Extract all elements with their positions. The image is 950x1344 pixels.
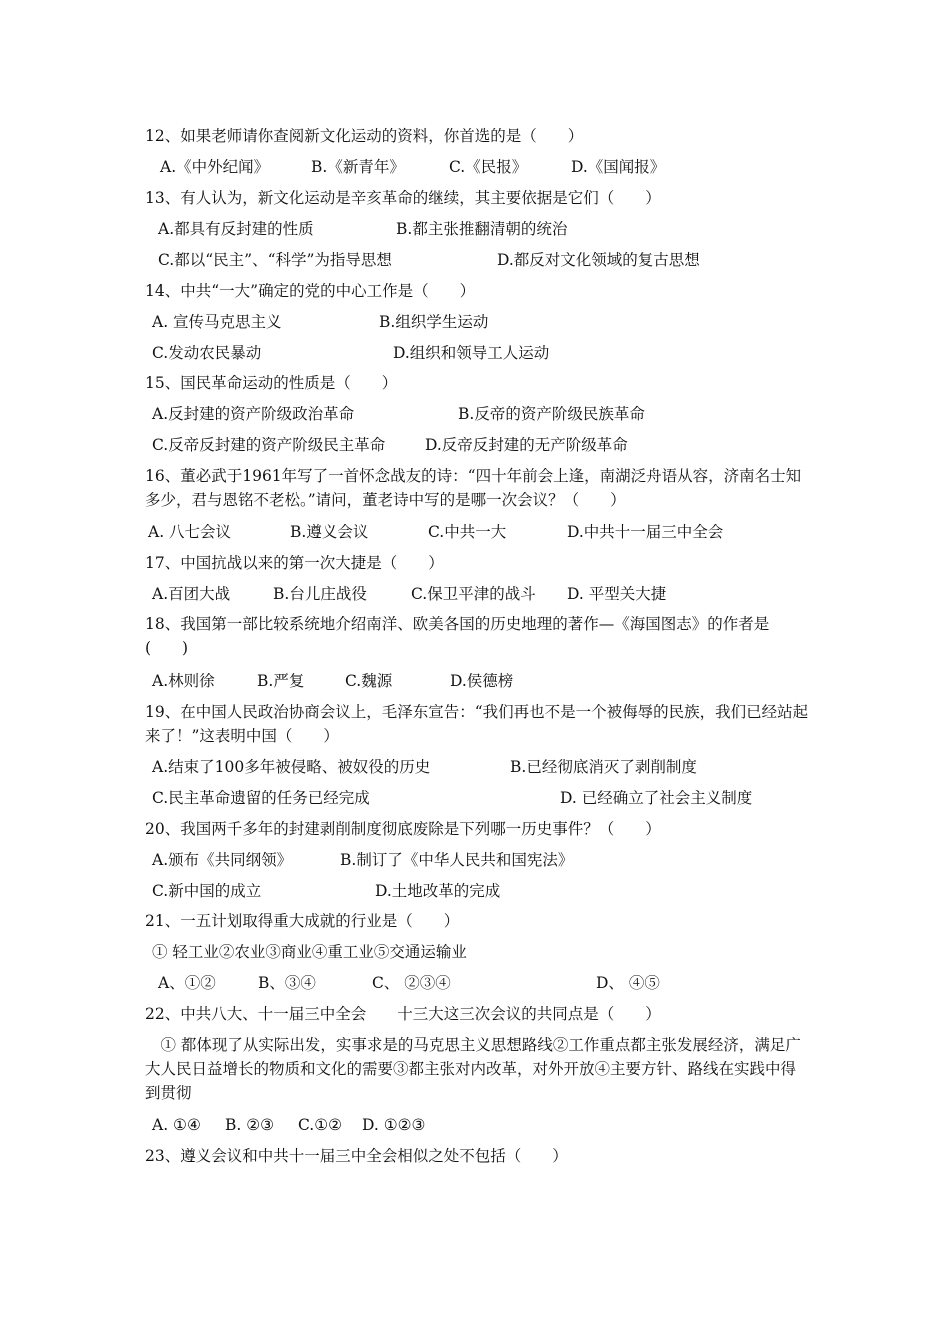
question-17-stem: 17、中国抗战以来的第一次大捷是（ ） <box>145 554 444 572</box>
question-14-option-a: A. 宣传马克思主义 <box>152 313 282 331</box>
question-18-option-b: B.严复 <box>257 672 305 690</box>
question-15-stem: 15、国民革命运动的性质是（ ） <box>145 374 398 392</box>
question-20-option-b: B.制订了《中华人民共和国宪法》 <box>340 851 574 869</box>
question-12-option-c: C.《民报》 <box>449 158 528 176</box>
question-12-option-a: A.《中外纪闻》 <box>160 158 270 176</box>
question-23-stem: 23、遵义会议和中共十一届三中全会相似之处不包括（ ） <box>145 1147 568 1165</box>
question-16-option-d: D.中共十一届三中全会 <box>567 523 724 541</box>
question-14-stem: 14、中共“一大”确定的党的中心工作是（ ） <box>145 282 476 300</box>
question-18-stem: 18、我国第一部比较系统地介绍南洋、欧美各国的历史地理的著作—《海国图志》的作者是( ) <box>145 615 770 657</box>
question-13-option-a: A.都具有反封建的性质 <box>158 220 314 238</box>
question-14-option-c: C.发动农民暴动 <box>152 344 262 362</box>
question-19-option-d: D. 已经确立了社会主义制度 <box>560 789 753 807</box>
question-12-option-b: B.《新青年》 <box>311 158 405 176</box>
question-15-option-c: C.反帝反封建的资产阶级民主革命 <box>152 436 386 454</box>
question-20-stem: 20、我国两千多年的封建剥削制度彻底废除是下列哪一历史事件？（ ） <box>145 820 661 838</box>
question-17-option-a: A.百团大战 <box>152 585 231 603</box>
question-20-option-d: D.土地改革的完成 <box>375 882 501 900</box>
question-17-option-c: C.保卫平津的战斗 <box>411 585 536 603</box>
question-12-stem: 12、如果老师请你查阅新文化运动的资料，你首选的是（ ） <box>145 127 584 145</box>
question-21-option-a: A、①② <box>158 974 216 992</box>
question-22-stem: 22、中共八大、十一届三中全会 十三大这三次会议的共同点是（ ） <box>145 1005 661 1023</box>
question-13-option-c: C.都以“民主”、“科学”为指导思想 <box>158 251 392 269</box>
question-16-option-c: C.中共一大 <box>428 523 507 541</box>
question-17-option-d: D. 平型关大捷 <box>567 585 667 603</box>
question-14-option-d: D.组织和领导工人运动 <box>393 344 550 362</box>
question-16-option-a: A. 八七会议 <box>148 523 232 541</box>
question-15-option-b: B.反帝的资产阶级民族革命 <box>458 405 645 423</box>
question-22-option-a: A. ①④ <box>152 1116 201 1134</box>
question-16-stem: 16、董必武于1961年写了一首怀念战友的诗：“四十年前会上逢，南湖泛舟语从容，济南名士知多少，君与恩铭不老松。”请问，董老诗中写的是哪一次会议？（ ） <box>145 467 802 509</box>
question-21-option-d: D、 ④⑤ <box>596 974 660 992</box>
question-15-option-d: D.反帝反封建的无产阶级革命 <box>425 436 628 454</box>
question-22-option-d: D. ①②③ <box>362 1116 426 1134</box>
question-19-stem: 19、在中国人民政治协商会议上，毛泽东宣告：“我们再也不是一个被侮辱的民族，我们已经站起来了！”这表明中国（ ） <box>145 703 809 745</box>
question-22-statements: ① 都体现了从实际出发，实事求是的马克思主义思想路线②工作重点都主张发展经济，满足广大人民日益增长的物质和文化的需要③都主张对内改革，对外开放④主要方针、路线在实践中得到贯彻 <box>145 1036 801 1102</box>
question-22-option-b: B. ②③ <box>225 1116 275 1134</box>
question-19-option-a: A.结束了100多年被侵略、被奴役的历史 <box>152 758 431 776</box>
question-21-stem: 21、一五计划取得重大成就的行业是（ ） <box>145 912 460 930</box>
question-19-option-c: C.民主革命遗留的任务已经完成 <box>152 789 370 807</box>
question-21-option-b: B、③④ <box>258 974 316 992</box>
question-18-option-d: D.侯德榜 <box>450 672 514 690</box>
question-14-option-b: B.组织学生运动 <box>379 313 489 331</box>
question-18-option-a: A.林则徐 <box>152 672 215 690</box>
question-18-option-c: C.魏源 <box>345 672 393 690</box>
question-21-option-c: C、 ②③④ <box>372 974 451 992</box>
question-20-option-c: C.新中国的成立 <box>152 882 262 900</box>
question-12-option-d: D.《国闻报》 <box>571 158 666 176</box>
question-16-option-b: B.遵义会议 <box>290 523 369 541</box>
question-13-option-d: D.都反对文化领域的复古思想 <box>497 251 700 269</box>
question-13-option-b: B.都主张推翻清朝的统治 <box>396 220 568 238</box>
question-22-option-c: C.①② <box>298 1116 343 1134</box>
question-19-option-b: B.已经彻底消灭了剥削制度 <box>510 758 697 776</box>
question-17-option-b: B.台儿庄战役 <box>273 585 367 603</box>
question-21-items: ① 轻工业②农业③商业④重工业⑤交通运输业 <box>152 943 467 961</box>
question-15-option-a: A.反封建的资产阶级政治革命 <box>152 405 355 423</box>
question-13-stem: 13、有人认为，新文化运动是辛亥革命的继续，其主要依据是它们（ ） <box>145 189 661 207</box>
question-20-option-a: A.颁布《共同纲领》 <box>152 851 293 869</box>
